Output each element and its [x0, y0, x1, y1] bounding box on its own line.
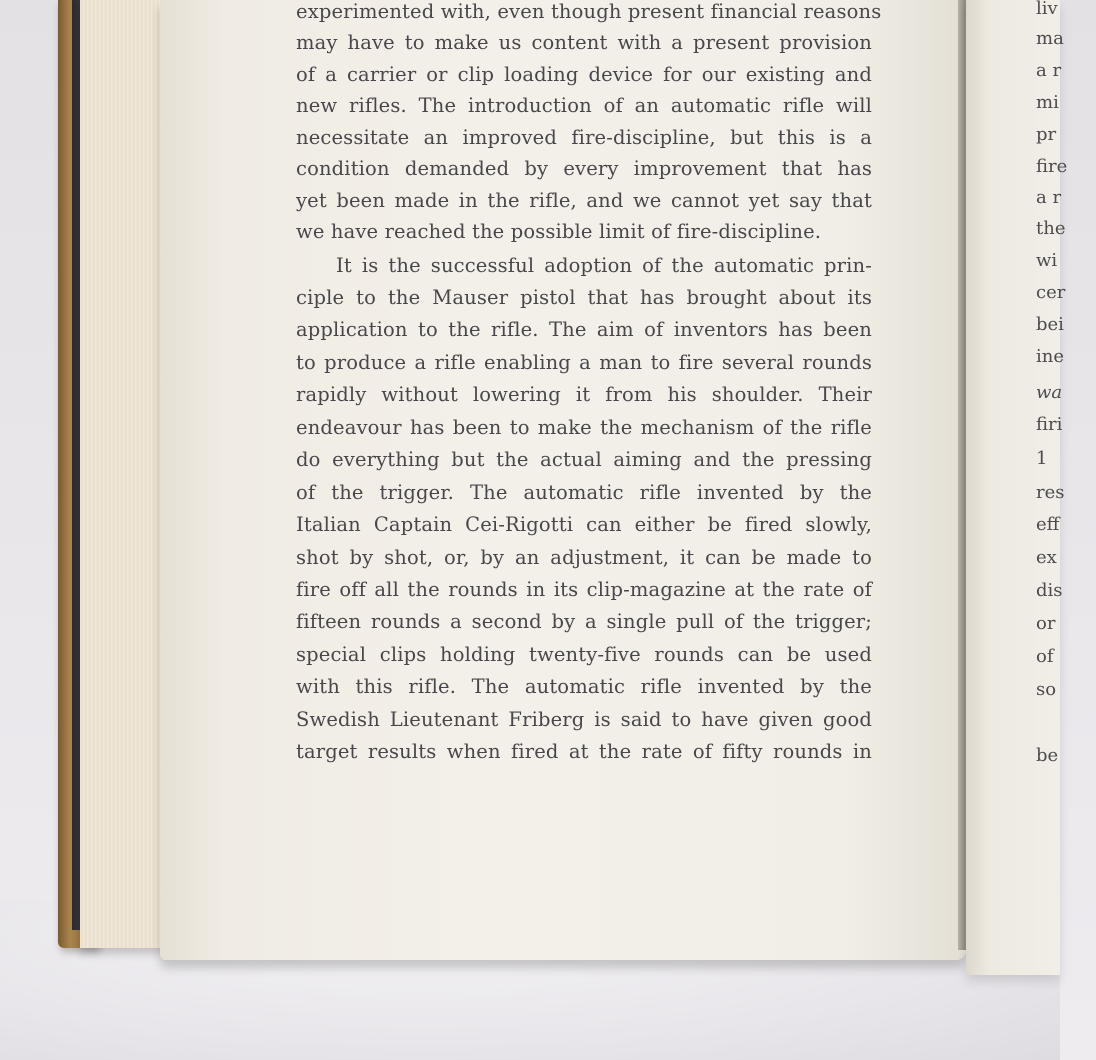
text-fragment: of [1036, 646, 1054, 667]
text-line: may have to make us content with a present provision [296, 31, 872, 54]
text-fragment: wi [1036, 250, 1058, 271]
text-line: rapidly without lowering it from his shoulder. Their [296, 383, 872, 406]
text-fragment: a r [1036, 60, 1062, 81]
text-fragment: mi [1036, 92, 1059, 113]
text-fragment: ine [1036, 346, 1065, 367]
text-fragment: or [1036, 613, 1056, 634]
text-fragment: res [1036, 482, 1065, 503]
text-line: It is the successful adoption of the automatic prin- [336, 254, 872, 277]
text-fragment: liv [1036, 0, 1058, 19]
text-fragment: the [1036, 218, 1066, 239]
text-fragment: eff [1036, 514, 1060, 535]
text-line: we have reached the possible limit of fire-discipline. [296, 220, 822, 243]
text-line: Swedish Lieutenant Friberg is said to have given good [296, 708, 872, 731]
text-fragment: ex [1036, 547, 1057, 568]
text-fragment: 1 [1036, 448, 1048, 469]
text-line: of the trigger. The automatic rifle invented by the [296, 481, 872, 504]
text-line: new rifles. The introduction of an automatic rifle will [296, 94, 872, 117]
text-line: with this rifle. The automatic rifle invented by the [296, 675, 872, 698]
text-line: target results when fired at the rate of fifty rounds in [296, 740, 872, 763]
text-fragment: so [1036, 679, 1057, 700]
text-line: special clips holding twenty-five rounds can be used [296, 643, 872, 666]
text-line: endeavour has been to make the mechanism of the rifle [296, 416, 872, 439]
text-line: to produce a rifle enabling a man to fire several rounds [296, 351, 872, 374]
text-line: necessitate an improved fire-discipline, but this is a [296, 126, 872, 149]
text-fragment: be [1036, 745, 1059, 766]
text-fragment: fire [1036, 156, 1068, 177]
text-line: condition demanded by every improvement that has [296, 157, 872, 180]
text-line: yet been made in the rifle, and we cannot yet say that [296, 189, 872, 212]
text-line: ciple to the Mauser pistol that has brought about its [296, 286, 872, 309]
text-fragment: wa [1036, 382, 1063, 403]
text-line: Italian Captain Cei-Rigotti can either be fired slowly, [296, 513, 872, 536]
text-line: fire off all the rounds in its clip-magazine at the rate of [296, 578, 872, 601]
text-fragment: pr [1036, 124, 1057, 145]
text-fragment: dis [1036, 580, 1063, 601]
text-fragment: ma [1036, 28, 1064, 49]
text-line: experimented with, even though present financial reasons [296, 0, 882, 23]
text-fragment: firi [1036, 414, 1063, 435]
text-line: shot by shot, or, by an adjustment, it can be made to [296, 546, 872, 569]
text-line: application to the rifle. The aim of inventors has been [296, 318, 872, 341]
text-line: fifteen rounds a second by a single pull of the trigger; [296, 610, 872, 633]
text-fragment: cer [1036, 282, 1066, 303]
text-line: of a carrier or clip loading device for our existing and [296, 63, 872, 86]
text-fragment: bei [1036, 314, 1064, 335]
page-edges [80, 0, 170, 948]
text-fragment: a r [1036, 187, 1062, 208]
text-line: do everything but the actual aiming and the pressing [296, 448, 872, 471]
